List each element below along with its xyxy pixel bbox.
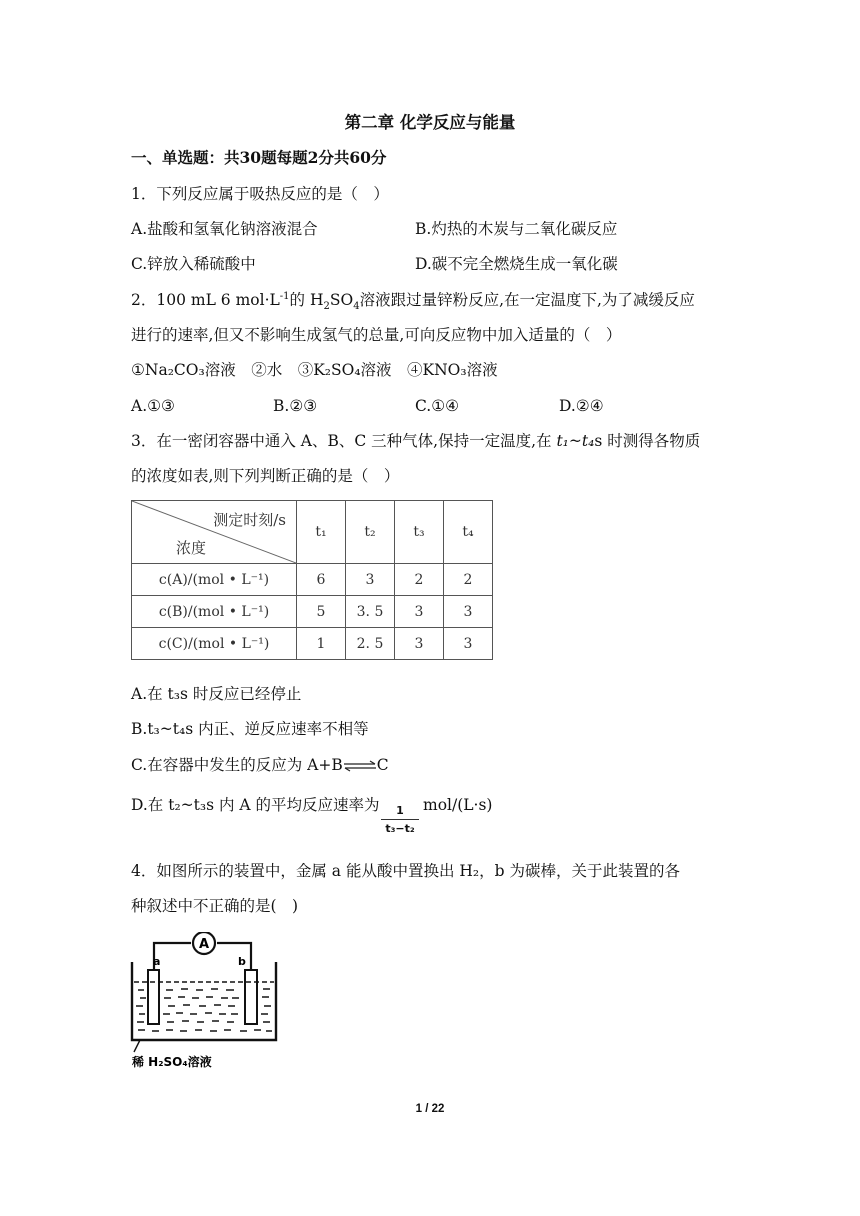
electrode-b: [245, 970, 257, 1024]
cell: 3: [444, 628, 493, 660]
cell: 3: [395, 628, 444, 660]
page-number: 1 / 22: [415, 1103, 445, 1115]
cell: 1: [297, 628, 346, 660]
row-label: c(B)/(mol • L⁻¹): [132, 596, 297, 628]
cell: 3: [346, 564, 395, 596]
cell: 2. 5: [346, 628, 395, 660]
figure-caption: 稀 H₂SO₄溶液: [132, 1055, 212, 1069]
q3-option-a: A.在 t₃s 时反应已经停止: [131, 685, 302, 703]
header-time: 测定时刻/s: [213, 511, 286, 529]
cell: 5: [297, 596, 346, 628]
row-label: c(A)/(mol • L⁻¹): [132, 564, 297, 596]
q1-stem: 1．下列反应属于吸热反应的是（ ）: [131, 185, 389, 203]
q2-stem-line2: 进行的速率,但又不影响生成氢气的总量,可向反应物中加入适量的（ ）: [131, 326, 622, 344]
q3-option-d: D.在 t₂~t₃s 内 A 的平均反应速率为: [131, 796, 380, 814]
electrode-b-label: b: [238, 955, 246, 968]
q3-option-b: B.t₃~t₄s 内正、逆反应速率不相等: [131, 720, 369, 738]
col-header: t₄: [444, 501, 493, 564]
concentration-table: [131, 500, 493, 660]
header-concentration: 浓度: [176, 539, 207, 557]
q4-stem-line2: 种叙述中不正确的是( ): [131, 897, 299, 915]
table-row: [132, 596, 493, 628]
q2-option-b: B.②③: [273, 397, 318, 415]
col-header: t₁: [297, 501, 346, 564]
q2-stem-line1: 2．100 mL 6 $mol\cdot L^{-1}$的 $H_2SO_4$溶液跟过量锌粉反应,在一定温度下,为了减缓反应: [131, 290, 695, 313]
chapter-title: 第二章 化学反应与能量: [344, 113, 516, 132]
cell: 3: [444, 596, 493, 628]
q1-option-d: D.碳不完全燃烧生成一氧化碳: [415, 255, 618, 273]
q3-stem-line1: 3．在一密闭容器中通入 A、B、C 三种气体,保持一定温度,在 t₁~t₄s 时测得各物质: [131, 432, 701, 450]
cell: 2: [395, 564, 444, 596]
col-header: t₃: [395, 501, 444, 564]
equilibrium-arrow-icon: [343, 760, 377, 772]
q4-stem-line1: 4．如图所示的装置中，金属 a 能从酸中置换出 H₂，b 为碳棒，关于此装置的各: [131, 862, 680, 880]
row-label: c(C)/(mol • L⁻¹): [132, 628, 297, 660]
q2-items: ①Na₂CO₃溶液 ②水 ③K₂SO₄溶液 ④KNO₃溶液: [131, 361, 498, 379]
ammeter-label: A: [198, 937, 210, 952]
fraction-denominator: t₃−t₂: [385, 822, 415, 835]
q3-option-d-unit: mol/(L·s): [423, 796, 493, 814]
table-diagonal-header: [132, 501, 297, 564]
q1-option-b: B.灼热的木炭与二氧化碳反应: [415, 220, 618, 238]
q1-option-c: C.锌放入稀硫酸中: [131, 255, 256, 273]
fraction-numerator: 1: [381, 804, 419, 820]
q3-option-c: C.在容器中发生的反应为 A+B C: [131, 756, 389, 774]
section-heading: 一、单选题：共30题每题2分共60分: [131, 148, 387, 167]
cell: 3: [395, 596, 444, 628]
q2-option-c: C.①④: [415, 397, 460, 415]
electrode-a: [148, 970, 159, 1024]
q1-option-a: A.盐酸和氢氧化钠溶液混合: [131, 220, 318, 238]
table-row: [132, 628, 493, 660]
cell: 3. 5: [346, 596, 395, 628]
q2-option-d: D.②④: [559, 397, 604, 415]
table-row: [132, 564, 493, 596]
cell: 6: [297, 564, 346, 596]
rate-fraction: [381, 804, 419, 835]
q2-option-a: A.①③: [131, 397, 175, 415]
galvanic-cell-figure: [126, 932, 296, 1072]
electrode-a-label: a: [153, 955, 161, 968]
cell: 2: [444, 564, 493, 596]
col-header: t₂: [346, 501, 395, 564]
q3-stem-line2: 的浓度如表,则下列判断正确的是（ ）: [131, 467, 400, 485]
